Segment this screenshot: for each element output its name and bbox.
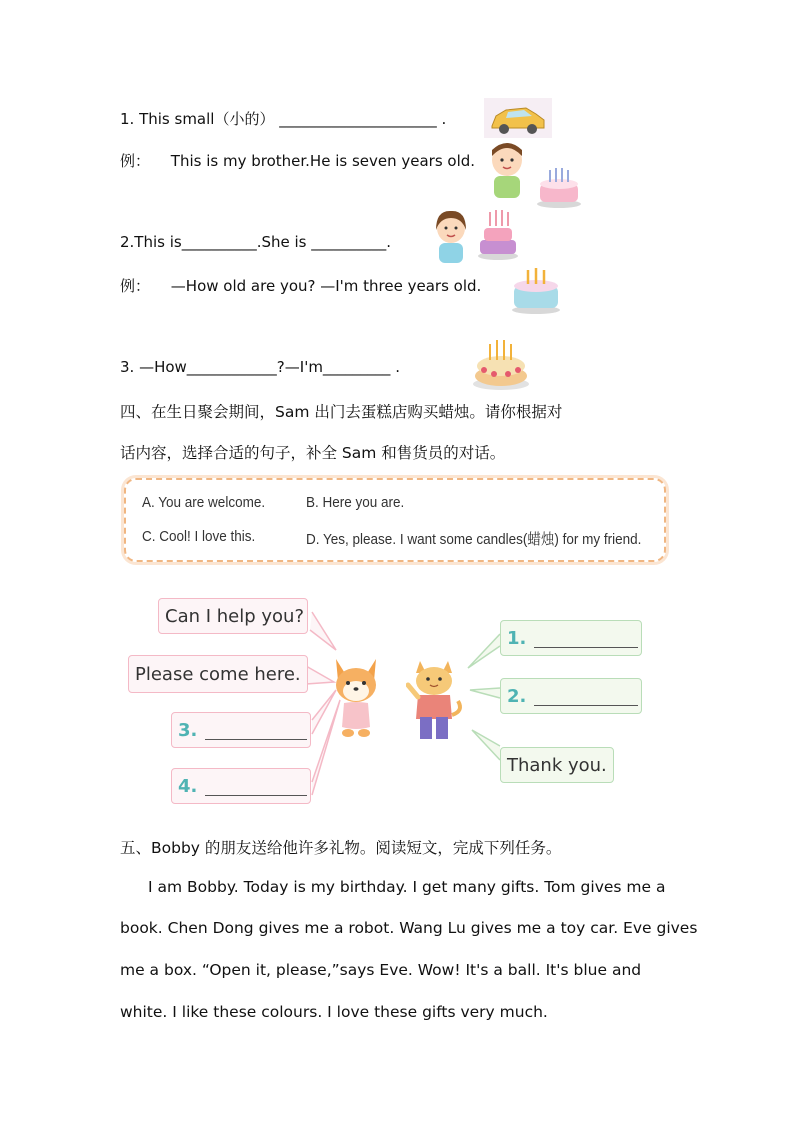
blank-4-number: 4.	[178, 775, 198, 797]
question-1	[120, 108, 446, 129]
blank-4-line[interactable]	[205, 777, 307, 796]
option-d: D. Yes, please. I want some candles(蜡烛) for my friend.	[306, 531, 642, 548]
birthday-cake-icon	[470, 332, 532, 392]
blank-2-line[interactable]	[534, 687, 638, 706]
birthday-cake-icon	[534, 162, 584, 210]
bubble-blank-2	[500, 678, 642, 714]
bubble-can-i-help	[158, 598, 308, 634]
toy-car-icon	[484, 98, 552, 138]
passage-line-2: book. Chen Dong gives me a robot. Wang Lu gives me a toy car. Eve gives	[120, 919, 698, 937]
blank-2-number: 2.	[507, 685, 527, 707]
q1-prefix: 1. This small（小的）	[120, 110, 275, 128]
blank-1-line[interactable]	[534, 629, 638, 648]
option-c: C. Cool! I love this.	[142, 528, 256, 545]
dialogue-pointers	[0, 590, 794, 820]
girl-icon	[428, 208, 474, 268]
section-4-line-1: 四、在生日聚会期间，Sam 出门去蛋糕店购买蜡烛。请你根据对	[120, 403, 563, 421]
passage-line-4: white. I like these colours. I love these gifts very much.	[120, 1003, 548, 1021]
example-2-text: —How old are you? —I'm three years old.	[170, 277, 482, 295]
bubble-blank-1	[500, 620, 642, 656]
passage-line-3: me a box. “Open it, please,”says Eve. Wow! It's a ball. It's blue and	[120, 961, 642, 979]
dog-character-icon	[330, 655, 382, 739]
bubble-blank-3	[171, 712, 311, 748]
bubble-please-come-here	[128, 655, 308, 693]
example-2-label: 例：	[120, 277, 151, 295]
cat-character-icon	[406, 655, 466, 745]
birthday-cake-icon	[510, 262, 562, 316]
example-1-text: This is my brother.He is seven years old.	[170, 152, 476, 170]
passage-line-1: I am Bobby. Today is my birthday. I get many gifts. Tom gives me a	[148, 878, 666, 896]
example-2	[120, 275, 481, 296]
bubble-blank-4	[171, 768, 311, 804]
options-box	[124, 478, 666, 562]
example-1	[120, 150, 475, 171]
q1-suffix: .	[441, 110, 447, 128]
option-b: B. Here you are.	[306, 494, 405, 511]
birthday-cake-icon	[476, 206, 520, 262]
option-a: A. You are welcome.	[142, 494, 266, 511]
boy-icon	[482, 140, 532, 204]
bubble-thank-you	[500, 747, 614, 783]
bubble-can-i-help-text: Can I help you?	[165, 605, 305, 627]
section-4-line-2: 话内容，选择合适的句子，补全 Sam 和售货员的对话。	[120, 444, 506, 462]
q1-blank: _____________________	[279, 110, 437, 128]
blank-3-line[interactable]	[205, 721, 307, 740]
blank-3-number: 3.	[178, 719, 198, 741]
blank-1-number: 1.	[507, 627, 527, 649]
bubble-please-come-here-text: Please come here.	[135, 663, 301, 685]
example-1-label: 例：	[120, 152, 151, 170]
bubble-thank-you-text: Thank you.	[507, 754, 607, 776]
section-5-heading: 五、Bobby 的朋友送给他许多礼物。阅读短文，完成下列任务。	[120, 839, 562, 857]
question-2: 2.This is__________.She is __________.	[120, 233, 392, 251]
question-3: 3. —How____________?—I'm_________ .	[120, 358, 400, 376]
